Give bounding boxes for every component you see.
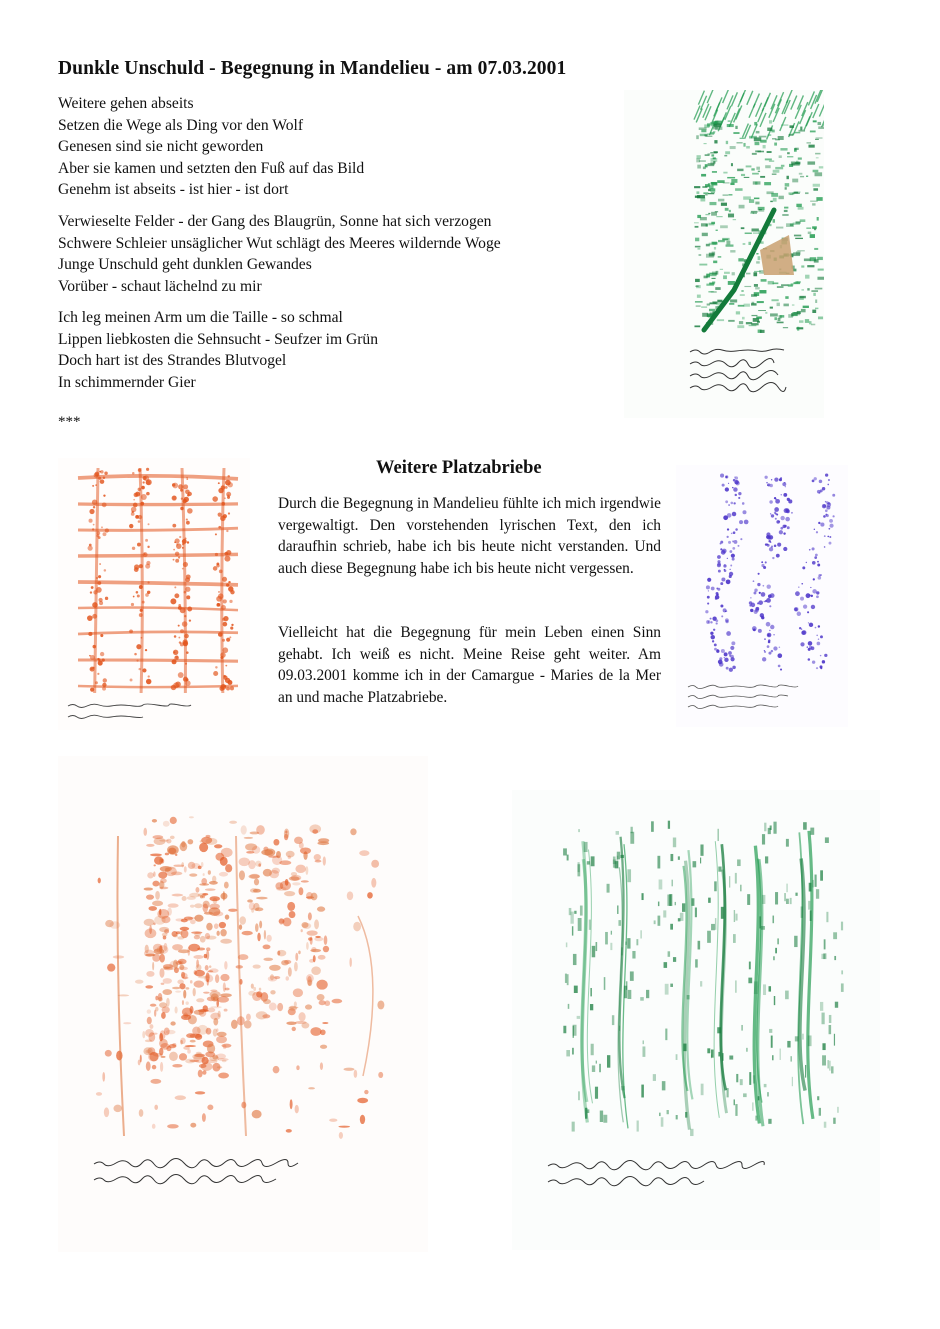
poem-line: Weitere gehen abseits	[58, 95, 194, 112]
poem-line: Verwieselte Felder - der Gang des Blaugrün, Sonne hat sich verzogen	[58, 213, 492, 230]
green-streak-rubbing-artwork	[512, 790, 880, 1250]
poem-stanza-1	[58, 93, 364, 201]
poem-line: Schwere Schleier unsäglicher Wut schlägt des Meeres wildernde Woge	[58, 234, 501, 252]
poem-stanza-3	[58, 307, 378, 393]
violet-rubbing-artwork	[676, 465, 848, 727]
poem-line: Setzen die Wege als Ding vor den Wolf	[58, 116, 304, 134]
poem-line: Junge Unschuld geht dunklen Gewandes	[58, 256, 312, 273]
body-paragraph-2: Vielleicht hat die Begegnung für mein Leben einen Sinn gehabt. Ich weiß es nicht. Meine Reise geht weiter. Am 09.03.2001 komme ich in der Camargue - Maries de la Mer an und mache Platzabriebe.	[278, 624, 661, 706]
poem-line: Doch hart ist des Strandes Blutvogel	[58, 352, 287, 369]
poem-line: Lippen liebkosten die Sehnsucht - Seufzer im Grün	[58, 330, 379, 348]
poem-line: Aber sie kamen und setzten den Fuß auf das Bild	[58, 159, 365, 177]
section-heading: Weitere Platzabriebe	[376, 458, 542, 478]
section-separator: ***	[58, 414, 81, 430]
poem-line: Ich leg meinen Arm um die Taille - so schmal	[58, 309, 343, 326]
poem-stanza-2	[58, 211, 501, 297]
orange-bark-rubbing-artwork	[58, 756, 428, 1252]
green-rubbing-artwork	[624, 90, 824, 418]
poem-line: In schimmernder Gier	[58, 373, 196, 391]
orange-grid-rubbing-artwork	[58, 458, 250, 730]
poem-line: Vorüber - schaut lächelnd zu mir	[58, 277, 262, 295]
body-paragraph-1: Durch die Begegnung in Mandelieu fühlte ich mich irgendwie vergewaltigt. Den vorstehenden lyrischen Text, den ich daraufhin schrieb, habe ich bis heute nicht verstanden. Und auch diese Begegnung habe ich bis heute nicht vergessen.	[278, 495, 661, 577]
poem-line: Genehm ist abseits - ist hier - ist dort	[58, 181, 289, 198]
page-title: Dunkle Unschuld - Begegnung in Mandelieu - am 07.03.2001	[58, 58, 567, 79]
poem-line: Genesen sind sie nicht geworden	[58, 138, 264, 155]
